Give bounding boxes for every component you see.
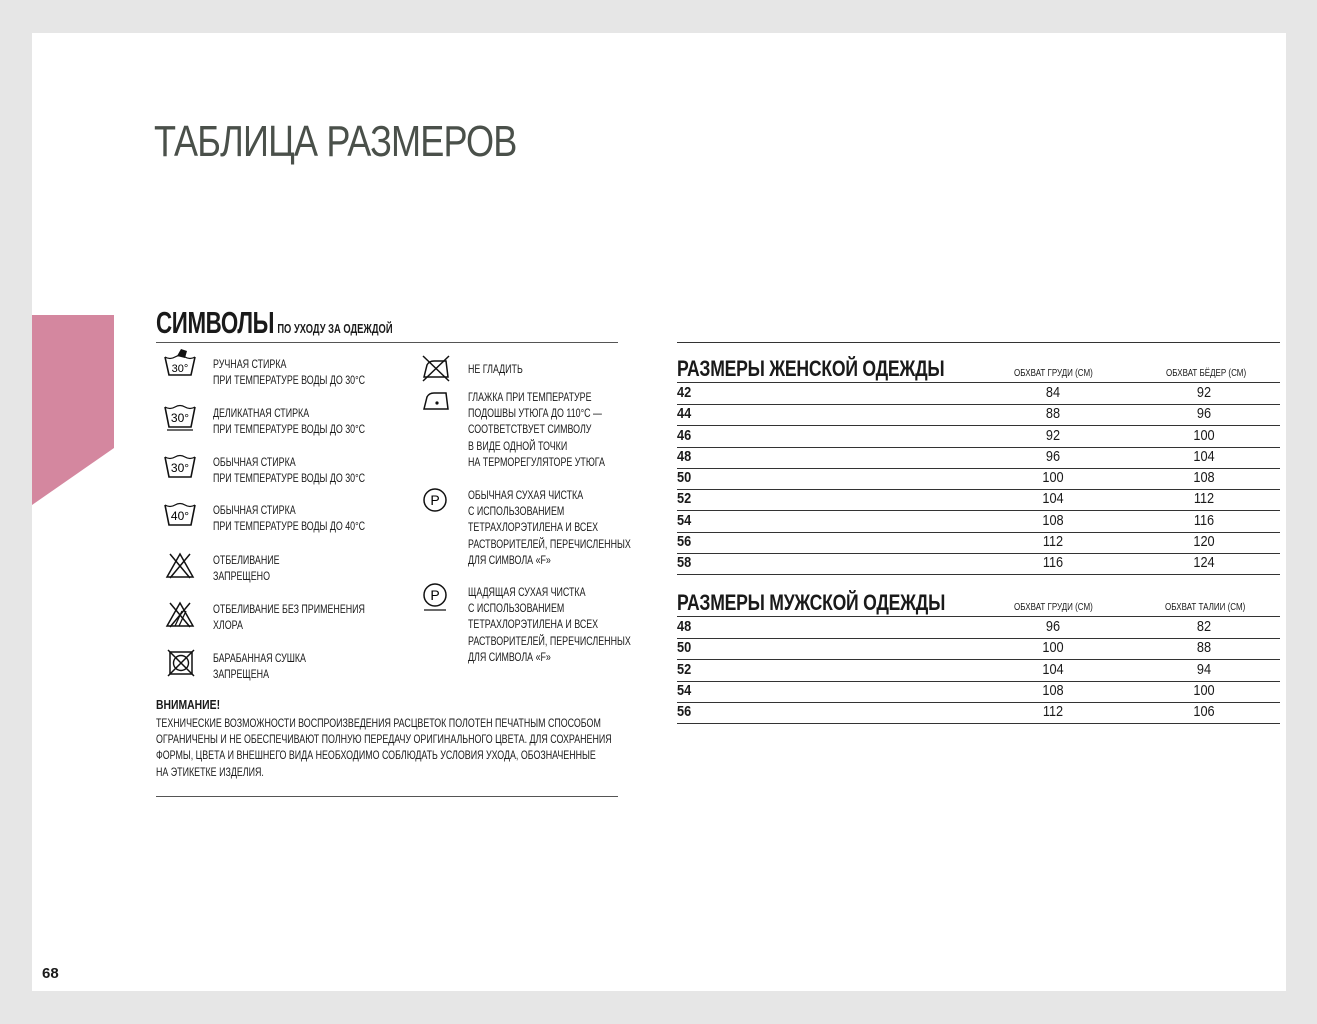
measure-cell: 124 <box>1193 554 1215 571</box>
measure-cell: 100 <box>1042 469 1064 486</box>
no-iron-icon <box>420 353 454 383</box>
table-row <box>677 553 1280 575</box>
measure-cell: 104 <box>1042 490 1064 508</box>
men-table-title: РАЗМЕРЫ МУЖСКОЙ ОДЕЖДЫ <box>677 590 946 615</box>
table-row <box>677 447 1280 469</box>
table-row <box>677 532 1280 554</box>
dry-clean-p-icon <box>420 485 454 515</box>
measure-cell: 88 <box>1045 405 1061 423</box>
measure-cell: 120 <box>1193 532 1215 550</box>
no-tumble-dry-icon <box>163 648 197 678</box>
svg-text:30°: 30° <box>170 461 190 475</box>
care-symbols-bottom-rule <box>156 796 618 797</box>
no-bleach-icon <box>163 550 197 580</box>
size-cell: 54 <box>677 681 692 699</box>
men-col-waist: ОБХВАТ ТАЛИИ (СМ) <box>1165 602 1246 613</box>
svg-text:30°: 30° <box>170 411 190 425</box>
measure-cell: 112 <box>1042 703 1064 720</box>
table-row <box>677 468 1280 490</box>
table-row <box>677 638 1280 660</box>
measure-cell: 108 <box>1193 469 1215 486</box>
table-row <box>677 489 1280 511</box>
iron-low-icon <box>420 385 454 415</box>
table-row <box>677 681 1280 703</box>
no-chlorine-bleach-icon <box>163 599 197 629</box>
size-cell: 52 <box>677 660 692 678</box>
men-col-chest: ОБХВАТ ГРУДИ (СМ) <box>1014 602 1093 613</box>
care-symbols-title: СИМВОЛЫ <box>156 305 275 340</box>
measure-cell: 94 <box>1196 660 1212 678</box>
svg-text:P: P <box>430 492 440 508</box>
svg-text:40°: 40° <box>170 509 190 523</box>
size-cell: 54 <box>677 511 692 529</box>
table-row <box>677 404 1280 426</box>
women-table-heading <box>677 356 1011 382</box>
delicate-wash-30-icon <box>163 401 197 431</box>
warning-heading: ВНИМАНИЕ! <box>156 697 221 712</box>
size-cell: 58 <box>677 554 692 571</box>
normal-wash-40-icon <box>163 499 197 529</box>
measure-cell: 96 <box>1196 405 1212 423</box>
size-cell: 56 <box>677 703 692 720</box>
size-cell: 50 <box>677 469 692 486</box>
measure-cell: 108 <box>1042 681 1064 699</box>
measure-cell: 112 <box>1042 532 1064 550</box>
measure-cell: 112 <box>1193 490 1215 508</box>
page-number: 68 <box>42 965 59 982</box>
catalog-page: ТАБЛИЦА РАЗМЕРОВ СИМВОЛЫ ПО УХОДУ ЗА ОДЕЖДОЙ 30° РУЧНАЯ СТИРКА ПРИ ТЕМПЕРАТУРЕ ВОДЫ ДО 30°С 30° ДЕЛИКАТНАЯ СТИРКА ПРИ ТЕМПЕРАТУРЕ ВОДЫ ДО 30°С 30° ОБЫЧНАЯ СТИРКА ПРИ ТЕМПЕРАТУРЕ ВОДЫ ДО 30°С 40° ОБЫЧНАЯ СТИРКА ПРИ ТЕМПЕРАТУРЕ ВОДЫ ДО 40°С ОТБЕЛИВАНИЕ ЗАПРЕЩЕНО ОТБЕЛИВАНИЕ БЕЗ ПРИМЕНЕНИЯ ХЛОРА БАРАБАННАЯ СУШКА ЗАПРЕЩЕНА НЕ ГЛАДИТЬ ГЛАЖКА ПРИ ТЕМПЕРАТУРЕ ПОДОШВЫ УТЮГА ДО 110°С — СООТВЕТСТВУЕТ СИМВОЛУ В ВИДЕ ОДНОЙ ТОЧКИ НА ТЕРМОРЕГУЛЯТОРЕ УТЮГА P ОБЫЧНАЯ СУХАЯ ЧИСТКА С ИСПОЛЬЗОВАНИЕМ ТЕТРАХЛОРЭТИЛЕНА И ВСЕХ РАСТВОРИТЕЛЕЙ, ПЕРЕЧИСЛЕННЫХ ДЛЯ СИМВОЛА «F» P ЩАДЯЩАЯ СУХАЯ ЧИСТКА С ИСПОЛЬЗОВАНИЕМ ТЕТРАХЛОРЭТИЛЕНА И ВСЕХ РАСТВОРИТЕЛЕЙ, ПЕРЕЧИСЛЕННЫХ ДЛЯ СИМВОЛА «F» ВНИМАНИЕ! ТЕХНИЧЕСКИЕ ВОЗМОЖНОСТИ ВОСПРОИЗВЕДЕНИЯ РАСЦВЕТОК ПОЛОТЕН ПЕЧАТНЫМ СПОСОБОМ ОГРАНИЧЕНЫ И НЕ ОБЕСПЕЧИВАЮТ ПОЛНУЮ ПЕРЕДАЧУ ОРИГИНАЛЬНОГО ЦВЕТА. ДЛЯ СОХРАНЕНИЯ ФОРМЫ, ЦВЕТА И ВНЕШНЕГО ВИДА НЕОБХОДИМО СОБЛЮДАТЬ УСЛОВИЯ УХОДА, ОБОЗНАЧЕННЫЕ НА ЭТИКЕТКЕ ИЗДЕЛИЯ. РАЗМЕРЫ ЖЕНСКОЙ ОДЕЖДЫ ОБХВАТ ГРУДИ (СМ) ОБХВАТ БЁДЕР (СМ) 42 84 92 44 88 96 46 92 100 48 96 104 50 100 108 52 104 112 54 108 116 56 112 120 58 116 124 РАЗМЕРЫ МУЖСКОЙ ОДЕЖДЫ ОБХВАТ ГРУДИ (СМ) ОБХВАТ ТАЛИИ (СМ) 48 96 82 50 100 88 52 104 94 54 108 100 56 112 106 <box>32 33 1286 991</box>
measure-cell: 96 <box>1045 447 1061 465</box>
page-title: ТАБЛИЦА РАЗМЕРОВ <box>154 117 517 166</box>
measure-cell: 82 <box>1196 618 1212 635</box>
measure-cell: 104 <box>1193 447 1215 465</box>
women-col-hips: ОБХВАТ БЁДЕР (СМ) <box>1166 368 1247 379</box>
size-cell: 42 <box>677 384 692 401</box>
size-cell: 48 <box>677 618 692 635</box>
measure-cell: 100 <box>1193 681 1215 699</box>
measure-cell: 84 <box>1045 384 1061 401</box>
table-row <box>677 660 1280 682</box>
hand-wash-30-icon <box>163 347 197 377</box>
table-row <box>677 617 1280 639</box>
size-cell: 44 <box>677 405 692 423</box>
care-symbols-top-rule <box>156 342 618 343</box>
care-symbols-heading <box>156 305 485 341</box>
size-cell: 48 <box>677 447 692 465</box>
measure-cell: 92 <box>1196 384 1212 401</box>
measure-cell: 108 <box>1042 511 1064 529</box>
normal-wash-30-icon <box>163 451 197 481</box>
size-cell: 50 <box>677 639 692 657</box>
women-col-chest: ОБХВАТ ГРУДИ (СМ) <box>1014 368 1093 379</box>
measure-cell: 116 <box>1042 554 1064 571</box>
measure-cell: 92 <box>1045 426 1061 444</box>
table-row <box>677 511 1280 533</box>
measure-cell: 104 <box>1042 660 1064 678</box>
table-row <box>677 383 1280 405</box>
warning-body: ТЕХНИЧЕСКИЕ ВОЗМОЖНОСТИ ВОСПРОИЗВЕДЕНИЯ РАСЦВЕТОК ПОЛОТЕН ПЕЧАТНЫМ СПОСОБОМ ОГРАНИЧЕНЫ И НЕ ОБЕСПЕЧИВАЮТ ПОЛНУЮ ПЕРЕДАЧУ ОРИГИНАЛЬНОГО ЦВЕТА. ДЛЯ СОХРАНЕНИЯ ФОРМЫ, ЦВЕТА И ВНЕШНЕГО ВИДА НЕОБХОДИМО СОБЛЮДАТЬ УСЛОВИЯ УХОДА, ОБОЗНАЧЕННЫЕ НА ЭТИКЕТКЕ ИЗДЕЛИЯ. <box>156 716 612 779</box>
measure-cell: 100 <box>1193 426 1215 444</box>
measure-cell: 88 <box>1196 639 1212 657</box>
svg-text:30°: 30° <box>171 363 189 375</box>
table-row <box>677 426 1280 448</box>
svg-text:P: P <box>430 587 440 603</box>
size-cell: 56 <box>677 532 692 550</box>
women-table-title: РАЗМЕРЫ ЖЕНСКОЙ ОДЕЖДЫ <box>677 356 945 381</box>
gentle-dry-clean-p-icon <box>420 582 454 612</box>
measure-cell: 100 <box>1042 639 1064 657</box>
measure-cell: 96 <box>1045 618 1061 635</box>
size-cell: 52 <box>677 490 692 508</box>
men-table-heading <box>677 590 1012 616</box>
measure-cell: 116 <box>1193 511 1215 529</box>
care-symbols-subtitle: ПО УХОДУ ЗА ОДЕЖДОЙ <box>277 321 393 336</box>
measure-cell: 106 <box>1193 703 1215 720</box>
pink-corner-tab <box>32 315 114 505</box>
women-table-top-rule <box>677 342 1280 343</box>
table-row <box>677 702 1280 724</box>
size-cell: 46 <box>677 426 692 444</box>
